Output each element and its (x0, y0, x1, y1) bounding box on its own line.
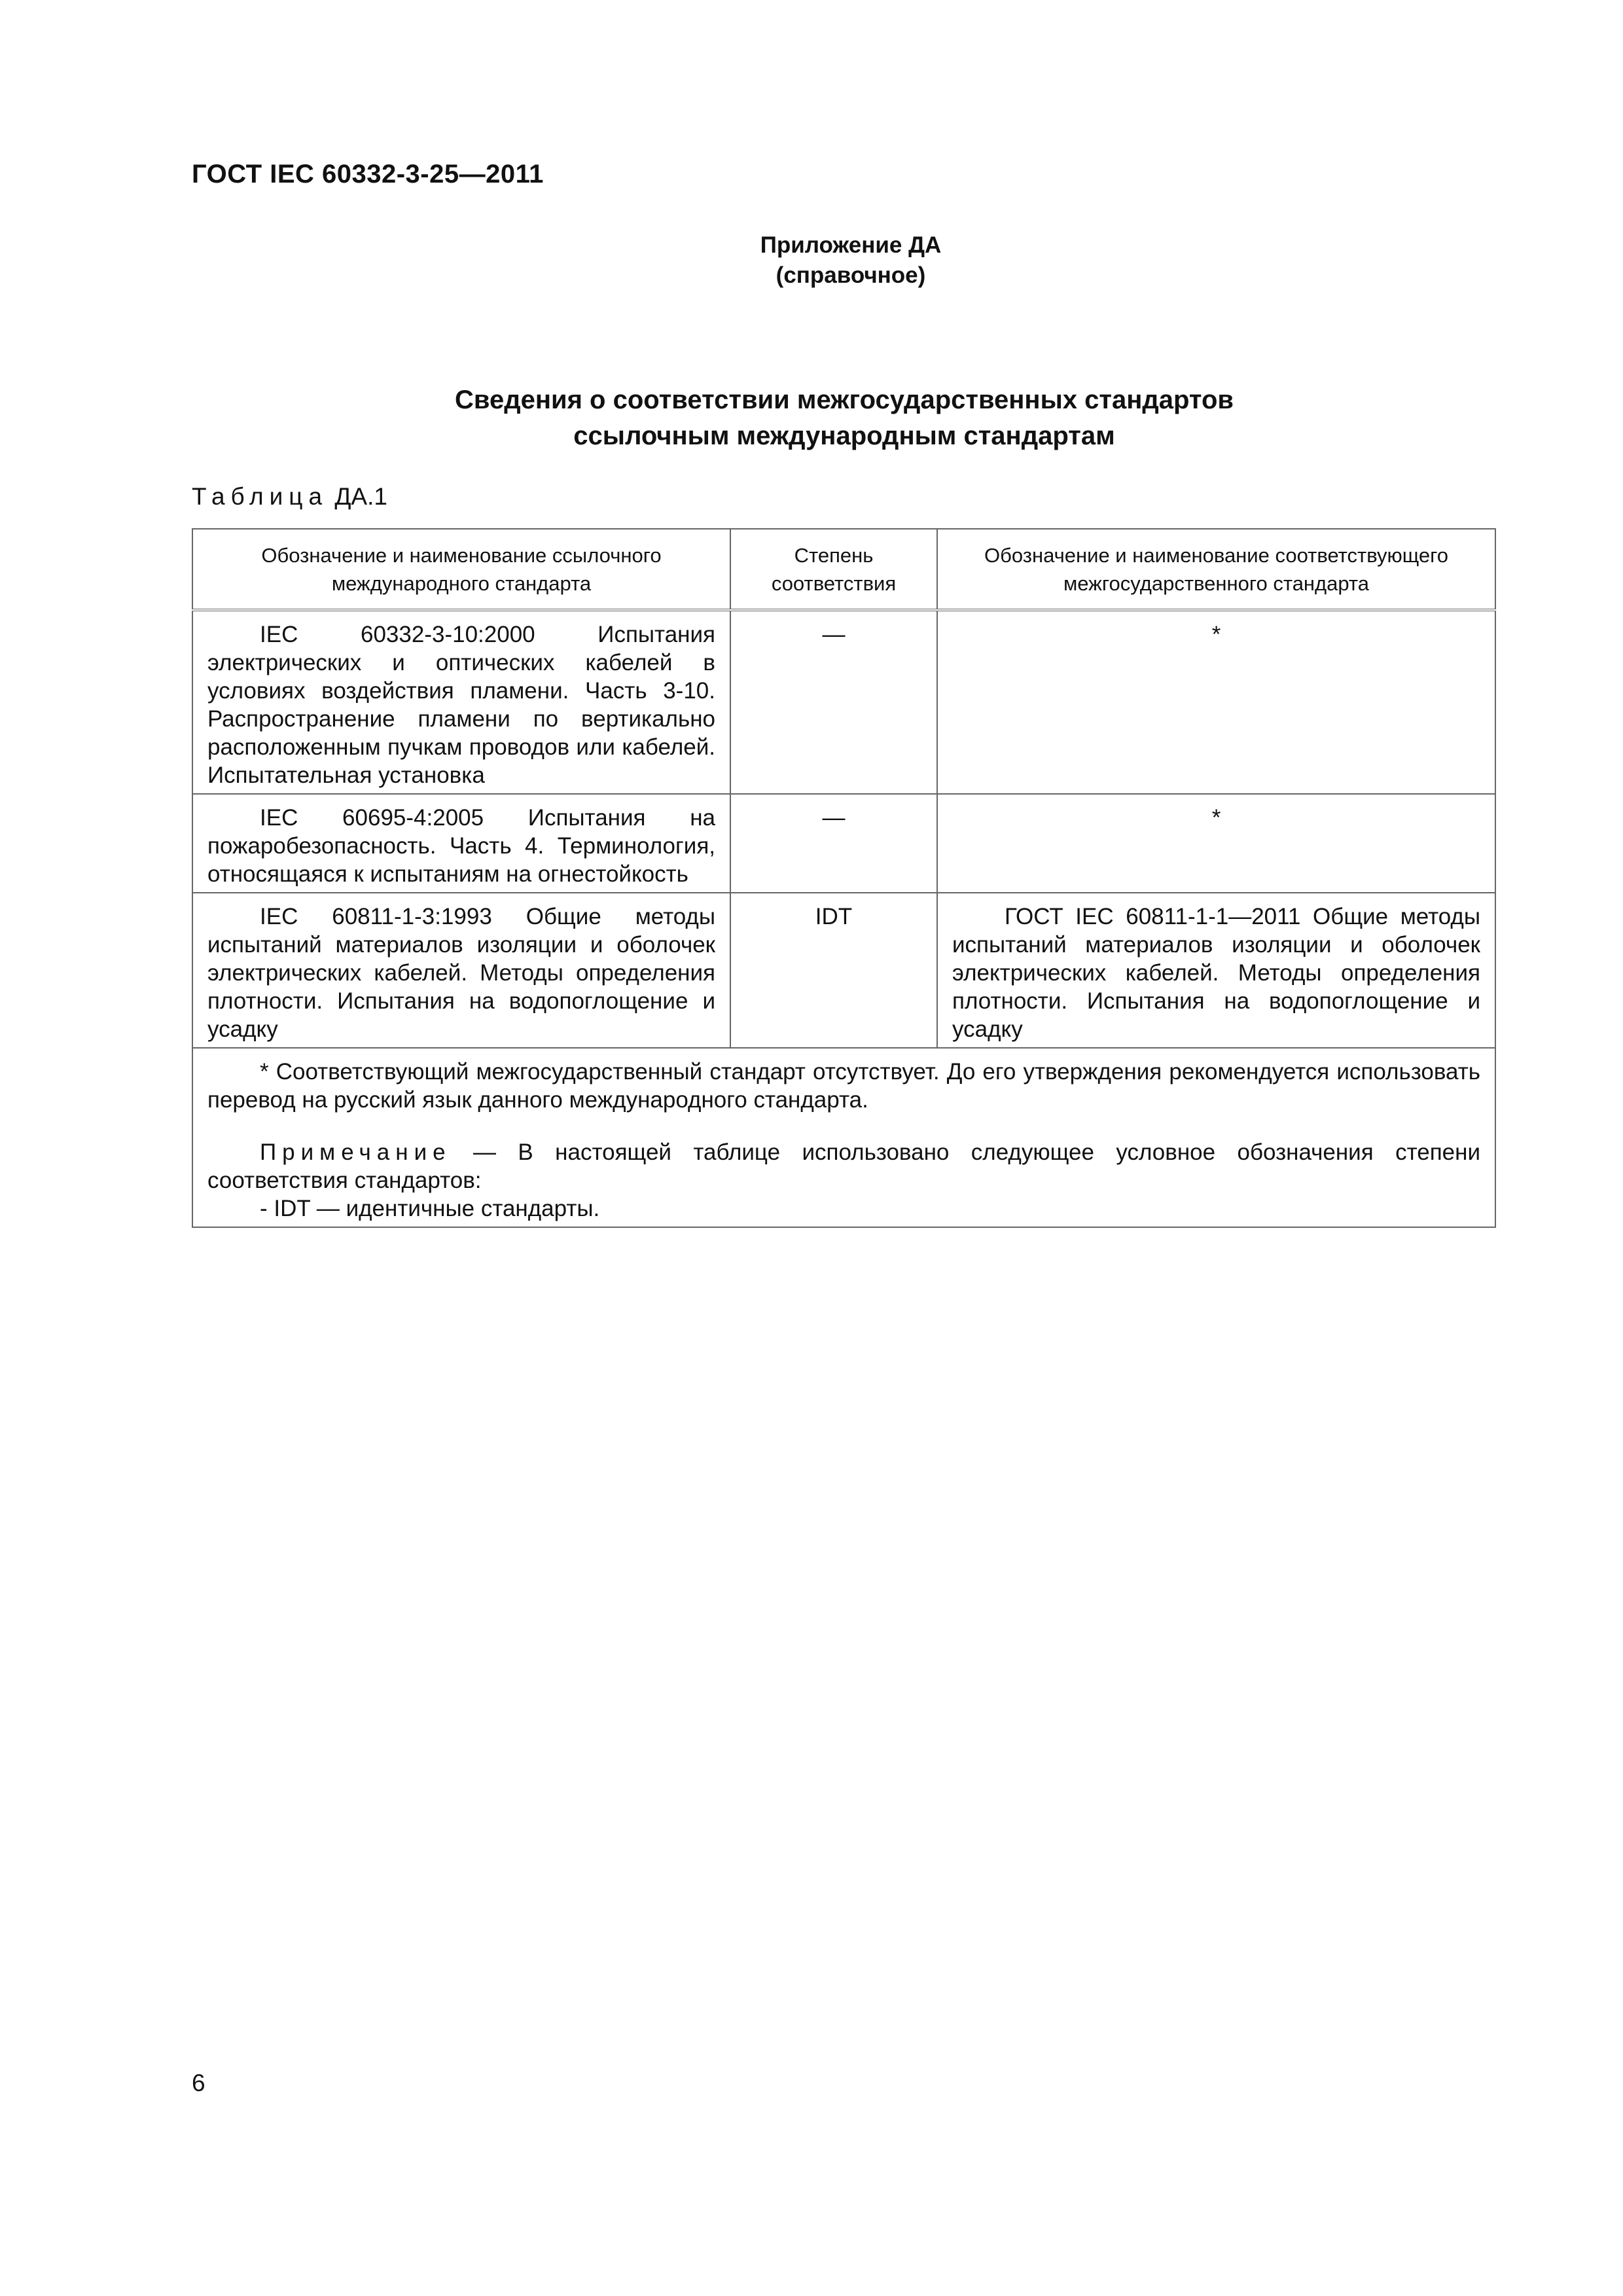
reference-cell: IEC 60811-1-3:1993 Общие методы испытаний материалов изоляции и оболочек электрических кабелей. Методы определения плотности. Испытания на водопоглощение и усадку (192, 893, 730, 1048)
interstate-cell: ГОСТ IEC 60811-1-1—2011 Общие методы испытаний материалов изоляции и оболочек электрических кабелей. Методы определения плотности. Испытания на водопоглощение и усадку (937, 893, 1495, 1048)
note (207, 1138, 1480, 1194)
document-code: ГОСТ IEC 60332-3-25—2011 (192, 160, 544, 188)
degree-cell: IDT (730, 893, 937, 1048)
interstate-cell: * (937, 794, 1495, 893)
table-notes (192, 1048, 1495, 1227)
reference-cell: IEC 60332-3-10:2000 Испытания электрических и оптических кабелей в условиях воздействия пламени. Часть 3-10. Распространение пламени по вертикально расположенным пучкам проводов или кабелей. Испытательная установка (192, 610, 730, 794)
note-word: Примечание (260, 1139, 452, 1165)
header-reference-standard: Обозначение и наименование ссылочного международного стандарта (192, 529, 730, 610)
main-title-line-1: Сведения о соответствии межгосударственных стандартов (455, 386, 1234, 414)
table-row (192, 794, 1495, 893)
header-interstate-standard: Обозначение и наименование соответствующего межгосударственного стандарта (937, 529, 1495, 610)
footnote: * Соответствующий межгосударственный стандарт отсутствует. До его утверждения рекомендуется использовать перевод на русский язык данного международного стандарта. (207, 1059, 1480, 1113)
table-caption-word: Таблица (192, 483, 329, 510)
main-title-line-2: ссылочным международным стандартам (573, 422, 1115, 450)
annex-subtitle: (справочное) (776, 262, 926, 288)
note-item: - IDT — идентичные стандарты. (260, 1196, 600, 1221)
table-row (192, 610, 1495, 794)
table-header-row (192, 529, 1495, 610)
page-number: 6 (192, 2070, 205, 2096)
degree-cell: — (730, 610, 937, 794)
reference-cell: IEC 60695-4:2005 Испытания на пожаробезопасность. Часть 4. Терминология, относящаяся к испытаниям на огнестойкость (192, 794, 730, 893)
standards-table (192, 528, 1496, 1228)
header-degree: Степень соответствия (730, 529, 937, 610)
table-caption-label: ДА.1 (334, 483, 387, 510)
table-row (192, 893, 1495, 1048)
degree-cell: — (730, 794, 937, 893)
table-notes-row (192, 1048, 1495, 1227)
note-text: — В настоящей таблице использовано следующее условное обозначения степени соответствия стандартов: (207, 1139, 1480, 1193)
main-title (353, 382, 1335, 454)
annex-heading (681, 230, 1021, 291)
table-caption (192, 483, 387, 511)
interstate-cell: * (937, 610, 1495, 794)
annex-title: Приложение ДА (760, 232, 942, 258)
